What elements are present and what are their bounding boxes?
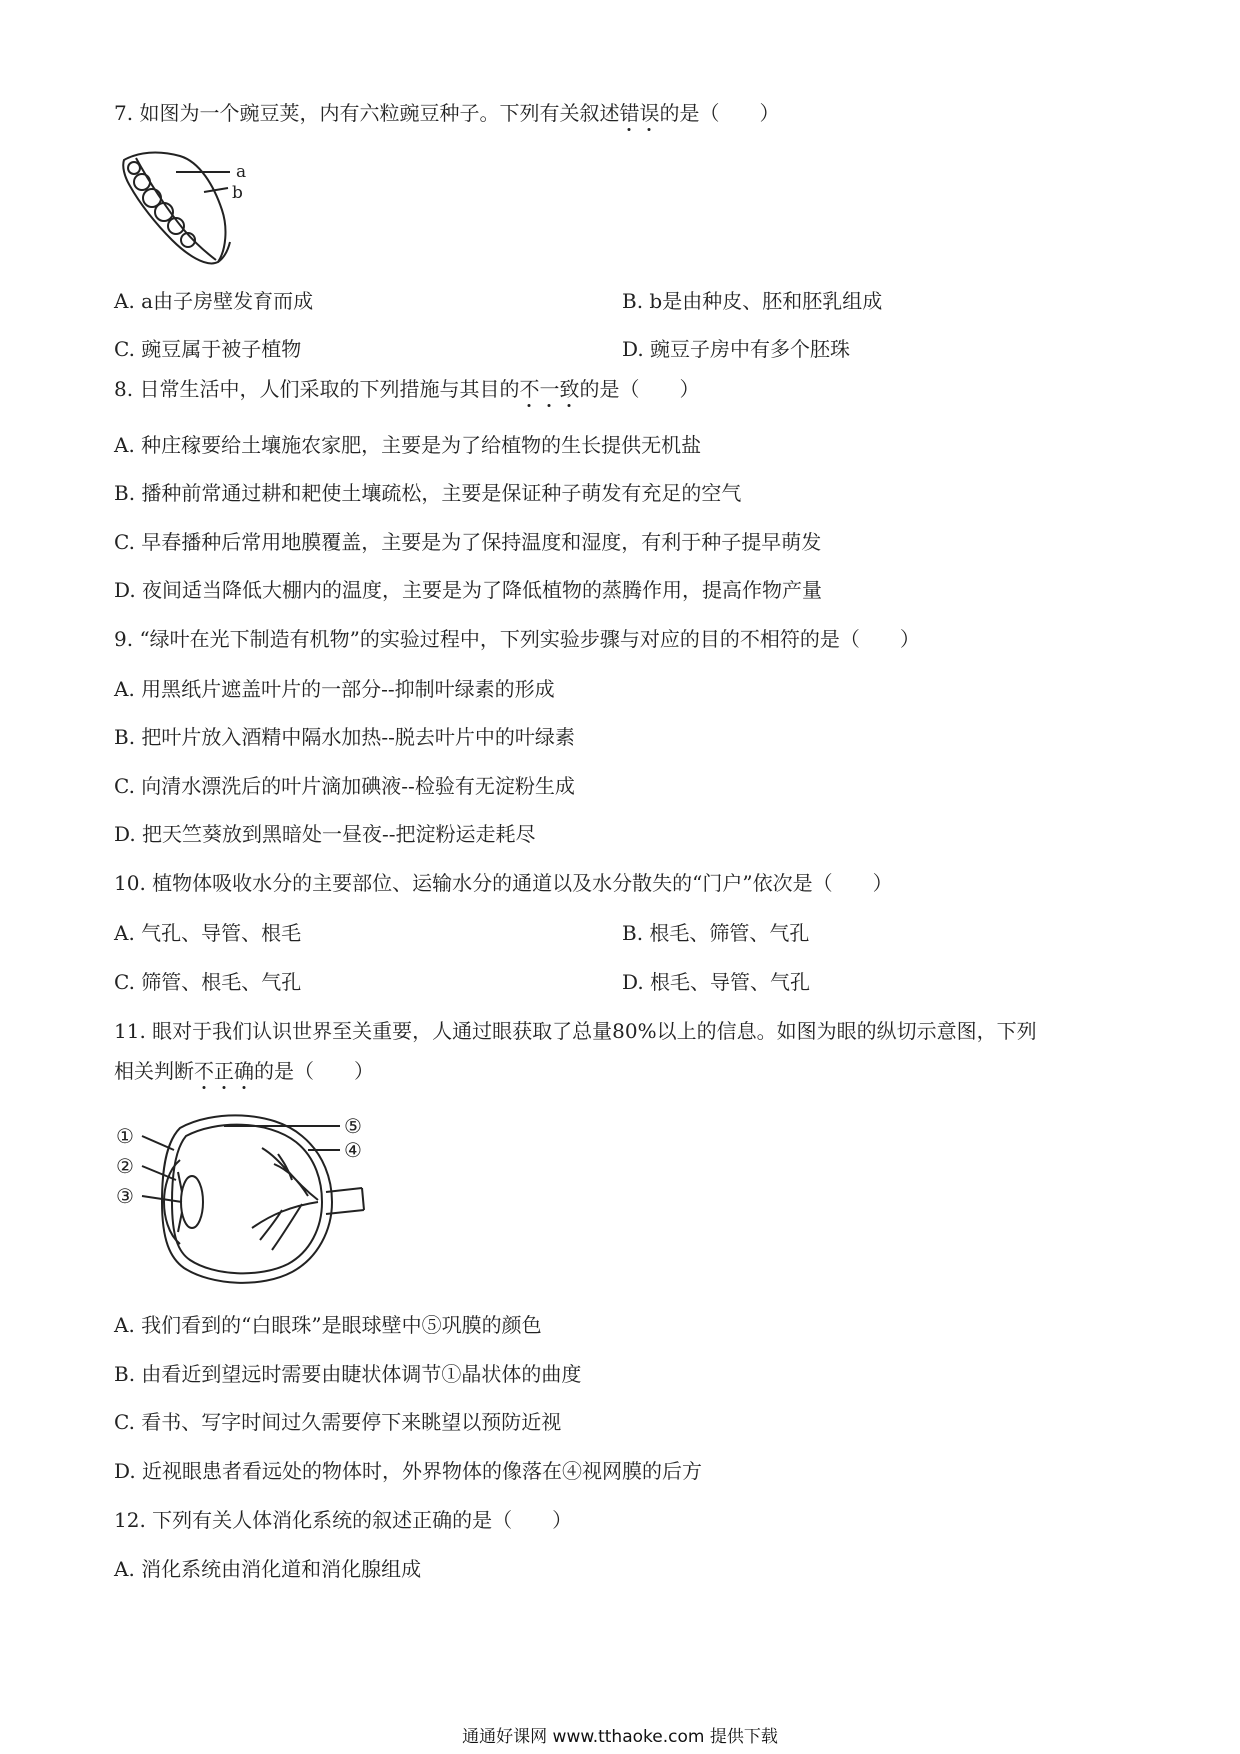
- label-3: ③: [116, 1184, 134, 1208]
- question-8-stem: 8. 日常生活中，人们采取的下列措施与其目的不一致的是（ ）: [114, 377, 700, 401]
- q9-option-c[interactable]: C. 向清水漂洗后的叶片滴加碘液--检验有无淀粉生成: [114, 774, 575, 798]
- q7-option-d[interactable]: D. 豌豆子房中有多个胚珠: [622, 337, 851, 361]
- q10-option-a[interactable]: A. 气孔、导管、根毛: [114, 921, 302, 945]
- question-11-stem-line2: 相关判断不正确的是（ ）: [114, 1059, 374, 1083]
- label-b-leader: [204, 188, 228, 192]
- label-5: ⑤: [344, 1114, 362, 1138]
- q7-option-c[interactable]: C. 豌豆属于被子植物: [114, 337, 302, 361]
- q10-option-d[interactable]: D. 根毛、导管、气孔: [622, 970, 811, 994]
- q11-option-a[interactable]: A. 我们看到的“白眼珠”是眼球壁中⑤巩膜的颜色: [114, 1313, 542, 1337]
- iris-upper: [178, 1172, 182, 1192]
- label-4: ④: [344, 1138, 362, 1162]
- emphasis-mark: 一: [539, 377, 560, 401]
- q8-option-a[interactable]: A. 种庄稼要给土壤施农家肥，主要是为了给植物的生长提供无机盐: [114, 433, 702, 457]
- q10-option-c[interactable]: C. 筛管、根毛、气孔: [114, 970, 302, 994]
- label-1-leader: [142, 1136, 174, 1150]
- q9-option-b[interactable]: B. 把叶片放入酒精中隔水加热--脱去叶片中的叶绿素: [114, 725, 575, 749]
- page-footer: 通通好课网 www.tthaoke.com 提供下载: [462, 1727, 778, 1747]
- emphasis-mark: 误: [639, 101, 660, 125]
- eye-cross-section-figure: [112, 1110, 372, 1290]
- q7-option-b[interactable]: B. b是由种皮、胚和胚乳组成: [622, 289, 883, 313]
- lens: [181, 1176, 203, 1228]
- pea-pod-outline: [123, 153, 225, 264]
- label-2: ②: [116, 1154, 134, 1178]
- question-7-stem: 7. 如图为一个豌豆荚，内有六粒豌豆种子。下列有关叙述错误的是（ ）: [114, 101, 780, 125]
- q8-option-b[interactable]: B. 播种前常通过耕和耙使土壤疏松，主要是保证种子萌发有充足的空气: [114, 481, 742, 505]
- q11-option-d[interactable]: D. 近视眼患者看远处的物体时，外界物体的像落在④视网膜的后方: [114, 1459, 703, 1483]
- question-12-stem: 12. 下列有关人体消化系统的叙述正确的是（ ）: [114, 1508, 573, 1532]
- label-b: b: [232, 183, 243, 203]
- q8-option-d[interactable]: D. 夜间适当降低大棚内的温度，主要是为了降低植物的蒸腾作用，提高作物产量: [114, 578, 823, 602]
- label-a: a: [236, 162, 247, 182]
- pea-pod-figure: [118, 150, 258, 270]
- iris-lower: [178, 1212, 182, 1232]
- eyeball-inner: [172, 1125, 322, 1274]
- q7-option-a[interactable]: A. a由子房壁发育而成: [114, 289, 314, 313]
- emphasis-mark: 不: [519, 377, 540, 401]
- q11-option-b[interactable]: B. 由看近到望远时需要由睫状体调节①晶状体的曲度: [114, 1362, 582, 1386]
- q9-option-d[interactable]: D. 把天竺葵放到黑暗处一昼夜--把淀粉运走耗尽: [114, 822, 536, 846]
- question-11-stem-line1: 11. 眼对于我们认识世界至关重要，人通过眼获取了总量80%以上的信息。如图为眼的纵切示意图，下列: [114, 1019, 1037, 1043]
- question-10-stem: 10. 植物体吸收水分的主要部位、运输水分的通道以及水分散失的“门户”依次是（ ）: [114, 871, 893, 895]
- label-1: ①: [116, 1124, 134, 1148]
- emphasis-mark: 正: [214, 1059, 234, 1083]
- q10-option-b[interactable]: B. 根毛、筛管、气孔: [622, 921, 810, 945]
- emphasis-mark: 不: [194, 1059, 214, 1083]
- q9-option-a[interactable]: A. 用黑纸片遮盖叶片的一部分--抑制叶绿素的形成: [114, 677, 555, 701]
- emphasis-mark: 确: [234, 1059, 254, 1083]
- q11-option-c[interactable]: C. 看书、写字时间过久需要停下来眺望以预防近视: [114, 1410, 562, 1434]
- emphasis-mark: 错: [619, 101, 640, 125]
- q12-option-a[interactable]: A. 消化系统由消化道和消化腺组成: [114, 1557, 422, 1581]
- retina-vessels: [252, 1148, 318, 1250]
- emphasis-mark: 致: [559, 377, 580, 401]
- q8-option-c[interactable]: C. 早春播种后常用地膜覆盖，主要是为了保持温度和湿度，有利于种子提早萌发: [114, 530, 822, 554]
- question-9-stem: 9. “绿叶在光下制造有机物”的实验过程中，下列实验步骤与对应的目的不相符的是（ ）: [114, 627, 920, 651]
